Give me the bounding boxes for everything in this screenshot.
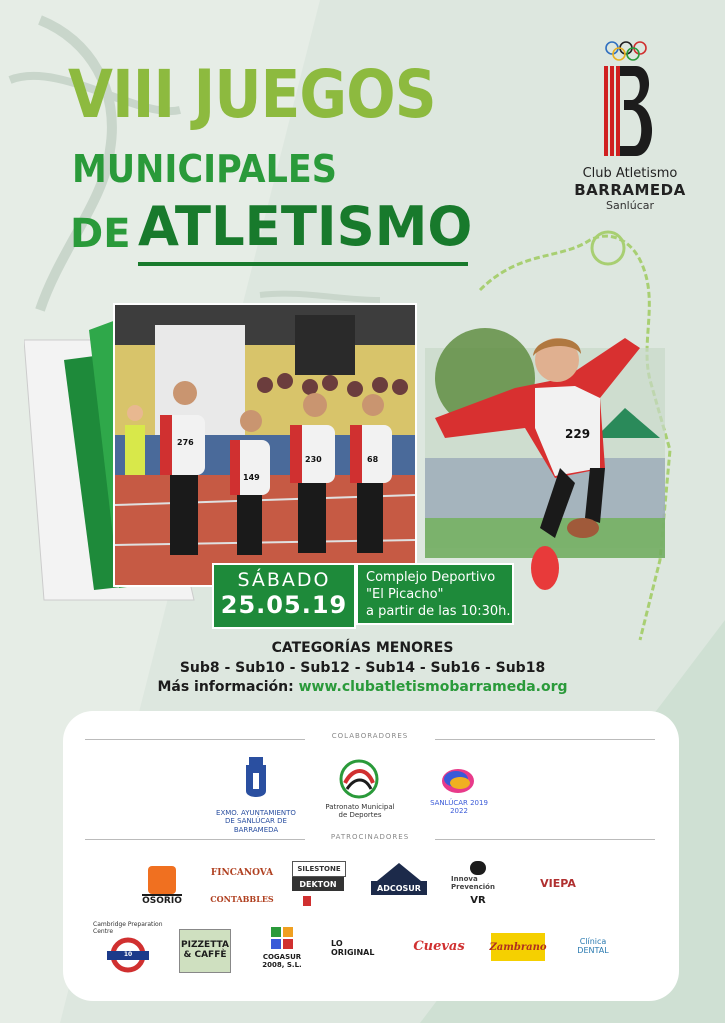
sanlucar-logo-icon bbox=[433, 763, 483, 803]
osorio-logo-icon bbox=[148, 866, 176, 894]
date-box bbox=[212, 563, 356, 629]
cosentino-logo-icon bbox=[301, 894, 331, 908]
club-name-line1: Club Atletismo bbox=[582, 166, 678, 181]
bib-number: 229 bbox=[565, 427, 591, 441]
event-day: SÁBADO bbox=[237, 569, 331, 591]
collaborator-sanlucar: SANLÚCAR 2019 2022 bbox=[430, 799, 488, 816]
sponsor-contabbles: CONTABBLES bbox=[210, 894, 274, 904]
sponsor-zambrano: Zambrano bbox=[491, 933, 545, 961]
bib-number: 68 bbox=[367, 455, 379, 464]
bib-number: 276 bbox=[177, 438, 194, 447]
divider bbox=[85, 739, 305, 740]
race-photo bbox=[113, 303, 417, 587]
city-crest-icon bbox=[241, 755, 271, 807]
title-line2: MUNICIPALES bbox=[72, 147, 337, 191]
sponsor-silestone: SILESTONE bbox=[292, 861, 346, 877]
title-underline bbox=[138, 262, 468, 266]
sponsor-innova: Innova Prevención bbox=[451, 861, 505, 891]
sponsor-cogasur: COGASUR 2008, S.L. bbox=[262, 953, 302, 969]
title-line3-prefix: DE bbox=[70, 211, 131, 257]
innova-logo-icon bbox=[470, 861, 486, 875]
venue-line2: "El Picacho" bbox=[366, 587, 444, 602]
sponsor-osorio: OSORIO bbox=[139, 863, 185, 909]
sponsor-fincanova: FINCANOVA bbox=[210, 868, 274, 878]
collaborator-patronato: Patronato Municipal de Deportes bbox=[325, 803, 395, 820]
sponsor-vr: VR bbox=[470, 894, 486, 906]
divider bbox=[435, 839, 655, 840]
more-info-label: Más información: bbox=[157, 679, 294, 695]
venue-line1: Complejo Deportivo bbox=[366, 570, 496, 585]
cambridge-number: 10 bbox=[123, 950, 133, 958]
categories-list: Sub8 - Sub10 - Sub12 - Sub14 - Sub16 - Sub18 bbox=[179, 660, 546, 676]
sponsor-clinica-dental: Clínica DENTAL bbox=[577, 937, 609, 955]
sponsor-pizzetta: PIZZETTA & CAFFÈ bbox=[179, 929, 231, 973]
venue-box bbox=[356, 563, 514, 625]
sponsor-lo-original: LO ORIGINAL bbox=[331, 939, 375, 957]
venue-line3: a partir de las 10:30h. bbox=[366, 604, 511, 619]
categories-heading: CATEGORÍAS MENORES bbox=[271, 640, 454, 656]
title-line3-main: ATLETISMO bbox=[138, 195, 473, 258]
sponsor-dekton: DEKTON bbox=[292, 877, 344, 891]
more-info-url[interactable]: www.clubatletismobarrameda.org bbox=[298, 679, 568, 695]
adcosur-roof-icon bbox=[375, 861, 423, 883]
event-date: 25.05.19 bbox=[220, 591, 348, 619]
divider bbox=[435, 739, 655, 740]
cogasur-logo-icon bbox=[269, 925, 295, 951]
patronato-logo-icon bbox=[339, 759, 379, 799]
club-name-line2: BARRAMEDA bbox=[574, 181, 686, 199]
bib-number: 230 bbox=[305, 455, 322, 464]
collaborators-label: COLABORADORES bbox=[331, 732, 409, 740]
club-name-line3: Sanlúcar bbox=[605, 199, 655, 212]
divider bbox=[85, 839, 305, 840]
title-line1: VIII JUEGOS bbox=[68, 56, 436, 133]
more-info bbox=[0, 679, 725, 695]
sponsor-cuevas: Cuevas bbox=[413, 938, 465, 954]
olympic-rings-icon bbox=[600, 38, 660, 160]
bib-number: 149 bbox=[243, 473, 260, 482]
club-logo bbox=[560, 38, 700, 212]
sponsors-panel bbox=[63, 711, 679, 1001]
sponsor-adcosur: ADCOSUR bbox=[371, 881, 427, 895]
collaborator-ayuntamiento: EXMO. AYUNTAMIENTO DE SANLÚCAR DE BARRAMEDA bbox=[216, 809, 296, 834]
sponsors-label: PATROCINADORES bbox=[330, 833, 410, 841]
sponsor-cambridge: Cambridge Preparation Centre bbox=[93, 921, 163, 935]
sponsor-viepa: VIEPA bbox=[540, 876, 576, 890]
